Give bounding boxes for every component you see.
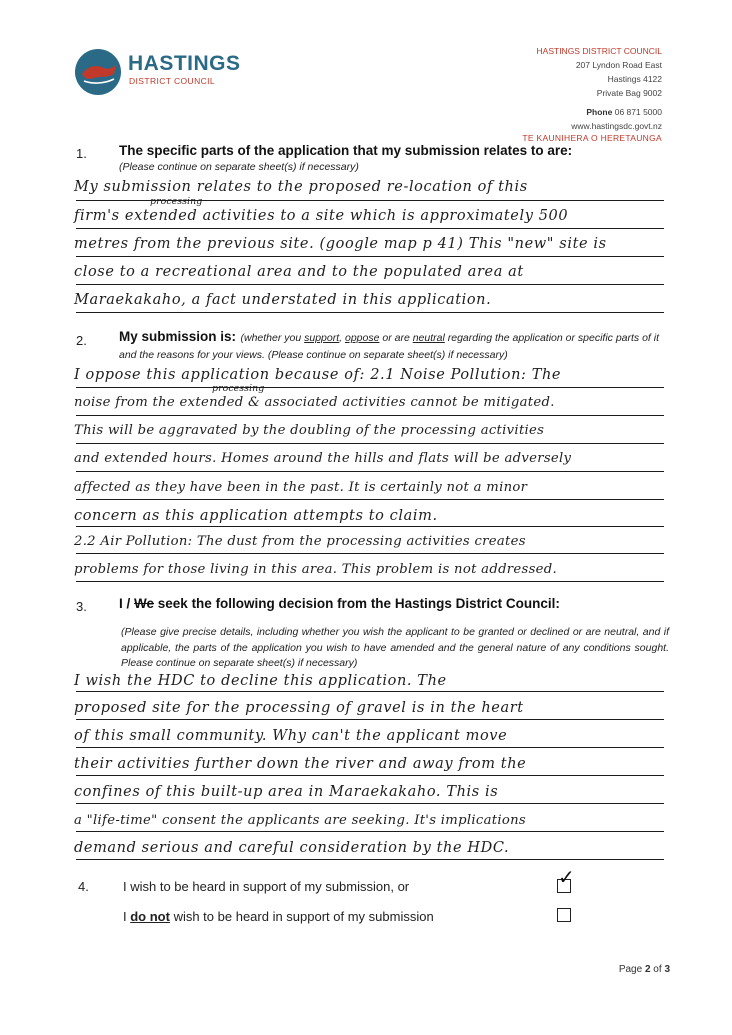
ruled-line <box>76 803 664 804</box>
section3-line-4: their activities further down the river and away from the <box>74 756 527 772</box>
section3-note: (Please give precise details, including whether you wish the applicant to be granted or declined or are neutral, and if applicable, the parts of the application you wish to have amended and the general nature of any conditions sought. Please continue on separate sheet(s) if necessary) <box>121 626 669 669</box>
phone-label: Phone <box>586 107 613 117</box>
section2-number: 2. <box>76 333 87 348</box>
ruled-line <box>76 499 664 500</box>
section3-heading: I / We seek the following decision from the Hastings District Council: <box>119 596 560 611</box>
section2-line-4: and extended hours. Homes around the hills and flats will be adversely <box>74 451 572 466</box>
section2-line-3: This will be aggravated by the doubling of the processing activities <box>74 423 545 438</box>
section1-line-4: close to a recreational area and to the populated area at <box>74 264 524 280</box>
maori-council-name: TE KAUNIHERA O HERETAUNGA <box>522 133 662 143</box>
address-website: www.hastingsdc.govt.nz <box>571 121 662 131</box>
address-council: HASTINGS DISTRICT COUNCIL <box>536 46 662 56</box>
section1-line-5: Maraekakaho, a fact understated in this application. <box>74 292 492 308</box>
address-street: 207 Lyndon Road East <box>575 60 662 70</box>
ruled-line <box>76 284 664 285</box>
section3-line-1: I wish the HDC to decline this application. The <box>74 673 447 689</box>
ruled-line <box>76 387 664 388</box>
ruled-line <box>76 200 664 201</box>
ruled-line <box>76 859 664 860</box>
section1-line-2: firm's extended activities to a site which is approximately 500 <box>74 208 569 224</box>
ruled-line <box>76 256 664 257</box>
section1-heading: The specific parts of the application that my submission relates to are: <box>119 143 573 158</box>
address-bag: Private Bag 9002 <box>596 88 662 98</box>
option-not-heard-label: I do not wish to be heard in support of my submission <box>123 909 434 924</box>
address-phone <box>537 105 662 119</box>
section2-note: (whether you support, oppose or are neutral regarding the application or specific parts of it and the reasons for your views. (Please continue on separate sheet(s) if necessary) <box>119 332 660 361</box>
struck-we: We <box>134 596 155 611</box>
section3-number: 3. <box>76 599 87 614</box>
section1-number: 1. <box>76 146 87 161</box>
section2-heading-block <box>119 329 667 363</box>
oppose-word: oppose <box>344 332 380 344</box>
ruled-line <box>76 553 664 554</box>
section2-heading: My submission is: <box>119 329 237 344</box>
ruled-line <box>76 312 664 313</box>
checkmark-icon: ✓ <box>558 867 575 889</box>
council-logo-icon <box>74 48 122 96</box>
ruled-line <box>76 228 664 229</box>
do-not-emphasis: do not <box>130 909 170 924</box>
section1-insert-word: processing <box>150 196 203 207</box>
ruled-line <box>76 471 664 472</box>
section2-line-2: noise from the extended & associated activities cannot be mitigated. <box>74 395 555 410</box>
support-word: support <box>304 332 340 344</box>
section2-line-6: concern as this application attempts to claim. <box>74 508 438 524</box>
address-city: Hastings 4122 <box>607 74 662 84</box>
section2-insert-word: processing <box>212 383 265 394</box>
section1-line-1: My submission relates to the proposed re-location of this <box>74 179 528 195</box>
section4-number: 4. <box>78 879 89 894</box>
section3-line-3: of this small community. Why can't the applicant move <box>74 728 508 744</box>
option-heard-label: I wish to be heard in support of my submission, or <box>123 879 410 894</box>
section1-note: (Please continue on separate sheet(s) if necessary) <box>119 161 359 173</box>
section2-line-1: I oppose this application because of: 2.1 Noise Pollution: The <box>74 367 562 383</box>
ruled-line <box>76 831 664 832</box>
page-number: Page 2 of 3 <box>618 964 670 975</box>
ruled-line <box>76 775 664 776</box>
ruled-line <box>76 581 664 582</box>
option-not-heard-checkbox[interactable] <box>557 908 571 922</box>
ruled-line <box>76 443 664 444</box>
neutral-word: neutral <box>412 332 445 344</box>
section3-line-6: a "life-time" consent the applicants are seeking. It's implications <box>74 813 526 828</box>
council-address <box>537 44 662 133</box>
section3-line-7: demand serious and careful consideration by the HDC. <box>74 840 510 856</box>
ruled-line <box>76 719 664 720</box>
ruled-line <box>76 747 664 748</box>
phone-number: 06 871 5000 <box>614 107 662 117</box>
section2-line-7: 2.2 Air Pollution: The dust from the processing activities creates <box>74 534 526 549</box>
section3-line-2: proposed site for the processing of gravel is in the heart <box>74 700 524 716</box>
logo-name: HASTINGS <box>128 52 241 75</box>
logo-subtitle: DISTRICT COUNCIL <box>129 76 216 86</box>
ruled-line <box>76 526 664 527</box>
section2-line-5: affected as they have been in the past. It is certainly not a minor <box>74 480 528 495</box>
ruled-line <box>76 691 664 692</box>
section1-line-3: metres from the previous site. (google map p 41) This "new" site is <box>74 236 607 252</box>
section2-line-8: problems for those living in this area. This problem is not addressed. <box>74 562 557 577</box>
section3-line-5: confines of this built-up area in Maraekakaho. This is <box>74 784 499 800</box>
ruled-line <box>76 415 664 416</box>
